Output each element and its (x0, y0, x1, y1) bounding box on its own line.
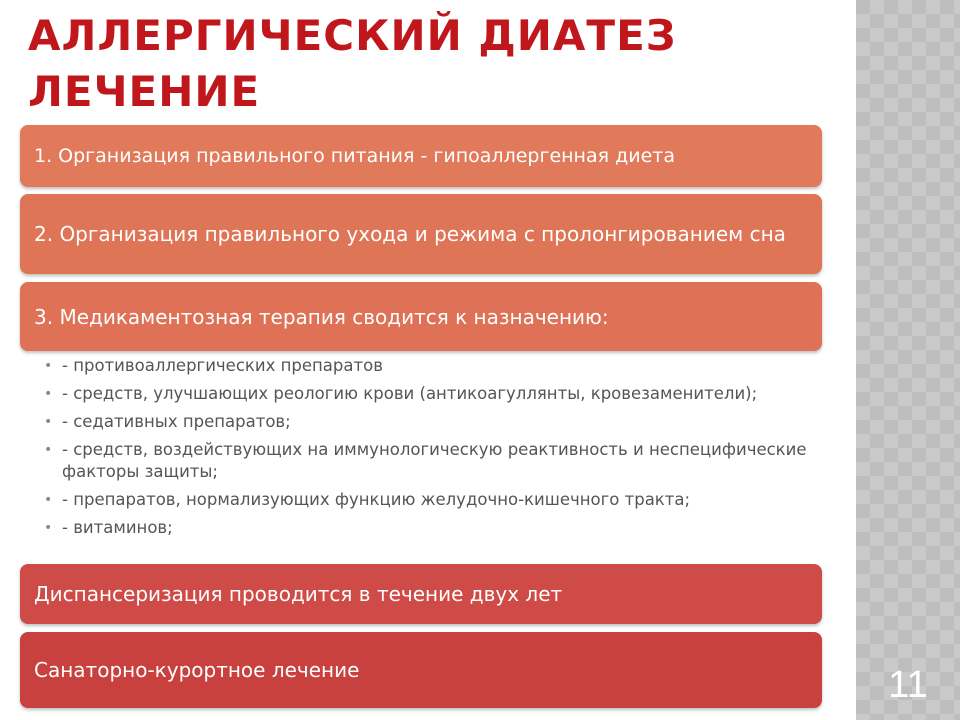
dispensary-box-text: Диспансеризация проводится в течение двух лет (34, 582, 563, 606)
slide-title (28, 8, 848, 120)
treatment-box-3 (20, 282, 822, 351)
medication-item: • - противоаллергических препаратов (44, 355, 824, 377)
side-panel-pattern (856, 0, 960, 720)
medication-item: • - витаминов; (44, 517, 824, 539)
medication-item: • - средств, воздействующих на иммунологическую реактивность и неспецифические факторы защиты; (44, 439, 824, 483)
sanatorium-box (20, 632, 822, 708)
treatment-box-1 (20, 125, 822, 187)
medication-item: • - седативных препаратов; (44, 411, 824, 433)
sanatorium-box-text: Санаторно-курортное лечение (34, 658, 360, 682)
medication-item: • - средств, улучшающих реологию крови (антикоагуллянты, кровезаменители); (44, 383, 824, 405)
treatment-box-2-text: 2. Организация правильного ухода и режима с пролонгированием сна (34, 222, 786, 246)
slide-title-line-1: АЛЛЕРГИЧЕСКИЙ ДИАТЕЗ (28, 11, 677, 60)
slide-title-line-2: ЛЕЧЕНИЕ (28, 67, 261, 116)
treatment-box-3-text: 3. Медикаментозная терапия сводится к назначению: (34, 304, 609, 329)
treatment-box-1-text: 1. Организация правильного питания - гипоаллергенная диета (34, 145, 675, 167)
page-number: 11 (888, 664, 928, 706)
treatment-box-2 (20, 194, 822, 274)
medication-item: • - препаратов, нормализующих функцию желудочно-кишечного тракта; (44, 489, 824, 511)
medication-list (44, 355, 824, 545)
dispensary-box (20, 564, 822, 624)
